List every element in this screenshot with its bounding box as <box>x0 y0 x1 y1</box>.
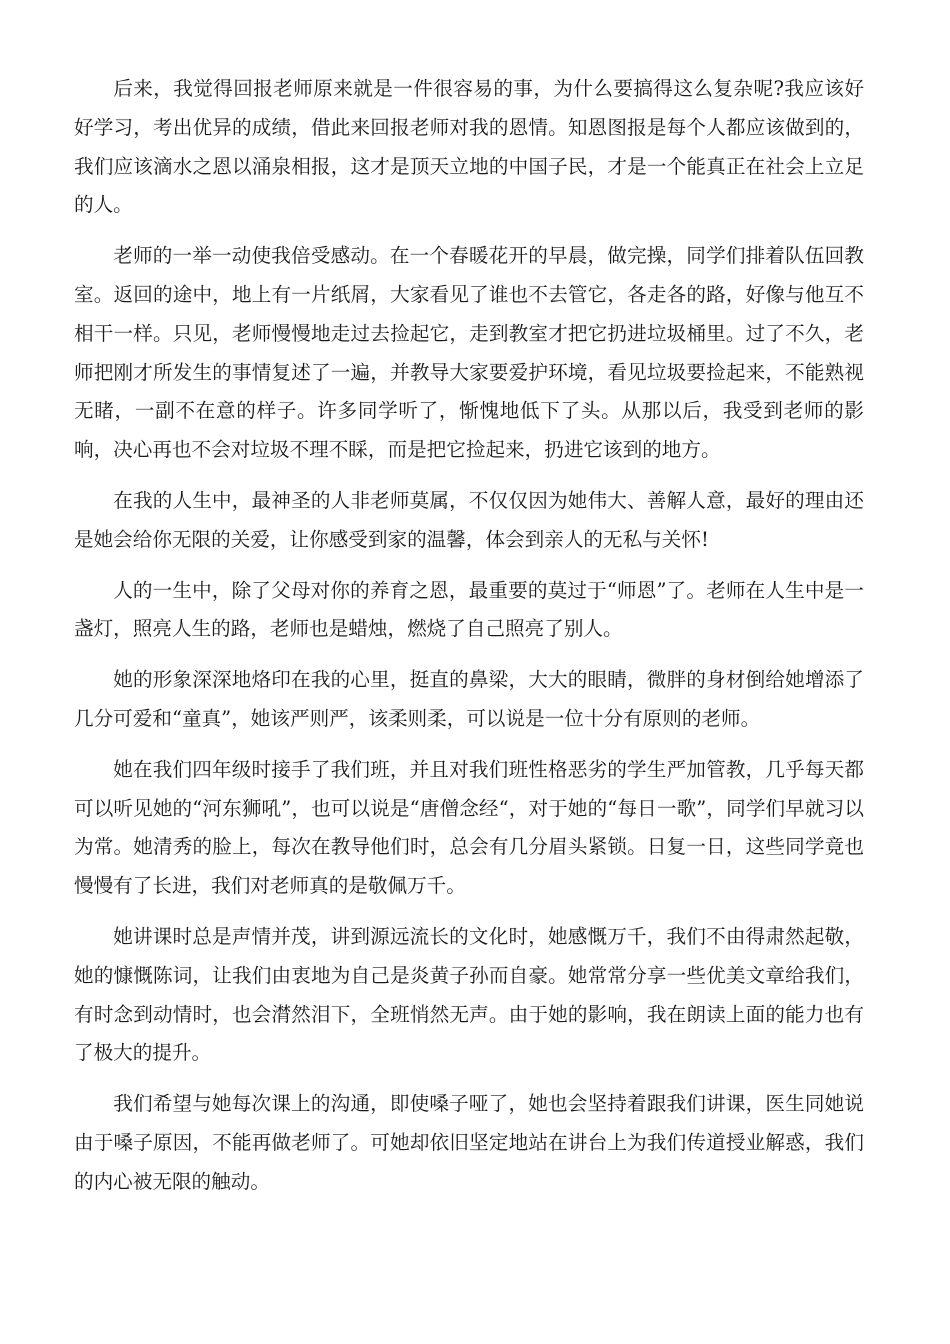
paragraph-7: 她讲课时总是声情并茂，讲到源远流长的文化时，她感慨万千，我们不由得肃然起敬，她的慷慨陈词，让我们由衷地为自己是炎黄子孙而自豪。她常常分享一些优美文章给我们，有时念到动情时，也会潸然泪下，全班悄然无声。由于她的影响，我在朗读上面的能力也有了极大的提升。 <box>74 924 864 1065</box>
paragraph-5: 她的形象深深地烙印在我的心里，挺直的鼻梁，大大的眼睛，微胖的身材倒给她增添了几分可爱和“童真”，她该严则严，该柔则柔，可以说是一位十分有原则的老师。 <box>74 668 864 730</box>
document-page <box>74 70 864 1214</box>
paragraph-1: 后来，我觉得回报老师原来就是一件很容易的事，为什么要搞得这么复杂呢?我应该好好学习，考出优异的成绩，借此来回报老师对我的恩情。知恩图报是每个人都应该做到的，我们应该滴水之恩以涌泉相报，这才是顶天立地的中国子民，才是一个能真正在社会上立足的人。 <box>74 77 864 217</box>
paragraph-2: 老师的一举一动使我倍受感动。在一个春暖花开的早晨，做完操，同学们排着队伍回教室。返回的途中，地上有一片纸屑，大家看见了谁也不去管它，各走各的路，好像与他互不相干一样。只见，老师慢慢地走过去捡起它，走到教室才把它扔进垃圾桶里。过了不久，老师把刚才所发生的事情复述了一遍，并教导大家要爱护环境，看见垃圾要捡起来，不能熟视无睹，一副不在意的样子。许多同学听了，惭愧地低下了头。从那以后，我受到老师的影响，决心再也不会对垃圾不理不睬，而是把它捡起来，扔进它该到的地方。 <box>74 244 864 462</box>
paragraph-6: 她在我们四年级时接手了我们班，并且对我们班性格恶劣的学生严加管教，几乎每天都可以听见她的“河东狮吼”，也可以说是“唐僧念经“，对于她的“每日一歌”，同学们早就习以为常。她清秀的脸上，每次在教导他们时，总会有几分眉头紧锁。日复一日，这些同学竟也慢慢有了长进，我们对老师真的是敬佩万千。 <box>74 757 864 898</box>
paragraph-3: 在我的人生中，最神圣的人非老师莫属，不仅仅因为她伟大、善解人意，最好的理由还是她会给你无限的关爱，让你感受到家的温馨，体会到亲人的无私与关怀! <box>74 488 864 551</box>
paragraph-8: 我们希望与她每次课上的沟通，即使嗓子哑了，她也会坚持着跟我们讲课，医生同她说由于嗓子原因，不能再做老师了。可她却依旧坚定地站在讲台上为我们传道授业解惑，我们的内心被无限的触动。 <box>74 1092 864 1193</box>
paragraph-4: 人的一生中，除了父母对你的养育之恩，最重要的莫过于“师恩”了。老师在人生中是一盏灯，照亮人生的路，老师也是蜡烛，燃烧了自己照亮了别人。 <box>74 578 864 641</box>
